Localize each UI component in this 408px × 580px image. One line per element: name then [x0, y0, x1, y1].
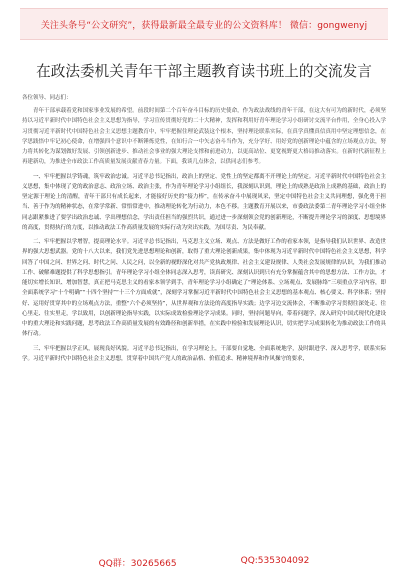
intro-paragraph: 青年干部承载着党和国家事业发展的希望。前段时间第二个百年奋斗目标的历史使命，作为政法战线的青年干部，在这大有可为的新时代，必须坚持以习近平新时代中国特色社会主义思想为指导，学习宣传贯彻好党的二十大精神，发挥和利用好青年理论学习小组研讨交流平台作用，全身心投入学习贯彻习近平新时代中国特色社会主义思想主题教育中，牢牢把握住理论武装这个根本，坚持理论联系实际，在真学真懂真信真用中坚定理想信念，在学思践悟中牢记初心使命，在增强四个意识中不断锤炼党性，在知行合一中矢志奋斗当作为，充分学好、用好党的创新理论中蕴含的立场观点方法，努力将其转化为谋划做好发展、引领创新进步、推动社会事业的强大理论支撑和前进动力，以更高站位、更宽视野更大格局推动落实。在新时代新征程上再建新功，为推进全市政法工作高质量发展贡献青春力量。下面，我谈几点体会，以供同志们参考。: [22, 108, 386, 166]
document-body: [22, 106, 386, 368]
section-paragraph: 一、牢牢把握以学铸魂，筑牢政治忠诚。习近平总书记指出，政治上的坚定、党性上的坚定都离不开理论上的坚定。习近平新时代中国特色社会主义思想，集中体现了党的政治意志、政治立场、政治主张，作为青年理论学习小组组长，我深刻认识到，理论上的成熟是政治上成熟的基础，政治上的坚定源于理论上的清醒，青年干部只有成长起来，才能接好历史的“接力棒”，在传承奋斗中展现风采，坚定中国特色社会主义共同理想，强化勇于担当、善于作为的精神状态，在常学常新、常悟常进中，推动理论转化为行动力，本色不移。主题教育开展以来，市委政法委第二青年理论学习小组全体同志跟紧推进了要学出政治忠诚、学出理想信念，学出责任担当的强烈共识，通过进一步深刻领会党的创新理论，不断提升理论学习的深度、思想境界的高度，贯彻执行的力度，以推动政法工作高质量发展的实际行动为突出实践，为国尽责、为民奉献。: [22, 173, 386, 231]
document-greeting: 各位领导、同志们：: [22, 95, 72, 101]
section-paragraph: 二、牢牢把握以学增智，提高理论水平。习近平总书记指出，马克思主义立场、观点、方法是做好工作的看家本领，是指导我们认识世界、改造世界的强大思想武器。党的十八大以来，我们党先进思想理论和创新，取得了重大理论创新成果，集中体现为习近平新时代中国特色社会主义思想，科学回答了中国之问、世界之问、时代之问、人民之问，以全新的视野深化对共产党执政规律、社会主义建设规律、人类社会发展规律的认识，为我们推动工作、破解难题提供了科学思想指引。青年理论学习小组全体同志深入思考，读真研究、深刻认识到只有充分掌握蕴含其中的思想方法、工作方法，才能切实增长知识、增加智慧，真正把马克思主义的看家本领学到手，青年理论学习小组确定了“理论体系、立场观点、发展脉络”三项重点学习内容，即全面系统学习“十个明确”“十四个坚持”“十三个方面成就”，深刻学习掌握习近平新时代中国特色社会主义思想的基本观点、核心要义、科学体系；坚持好、运用好贯穿其中的立场观点方法，重整“六个必须坚持”，从世界观和方法论的高度指导实践；边学习边交流体会，不断推动学习贯彻往深处走、往心里走、往实里走，学以致用，以创新理论指导实践，以实际成效检验理论学习成果。同时，坚持问题导向，带着问题学，深入研究中国式现代化建设中的重大理论和实践问题，思考政法工作高质量发展的有效路径和创新举措，在实践中检验和发展理论认识，切实把学习成果转化为推动政法工作的具体行动。: [22, 239, 386, 338]
document-title: 在政法委机关青年干部主题教育读书班上的交流发言: [36, 63, 372, 80]
footer-qq-group: QQ群：30265665: [98, 559, 177, 569]
footer-contact: [0, 556, 408, 572]
promo-banner: [20, 8, 388, 40]
promo-banner-text: 关注头条号“公文研究”，获得最新最全最专业的公文资料库！ 微信：gongwenyj: [40, 20, 368, 31]
section-paragraph: 三、牢牢把握以学正风，展现良好风貌。习近平总书记指出，在学习理论上，干部要自觉地、全面系统地学，及时跟进学、深入思考学，联系实际学。习近平新时代中国特色社会主义思想，贯穿着中国共产党人的政治品格、价值追求、精神境界和作风操守的要求，: [22, 345, 386, 362]
footer-qq: QQ:535304092: [240, 556, 310, 566]
